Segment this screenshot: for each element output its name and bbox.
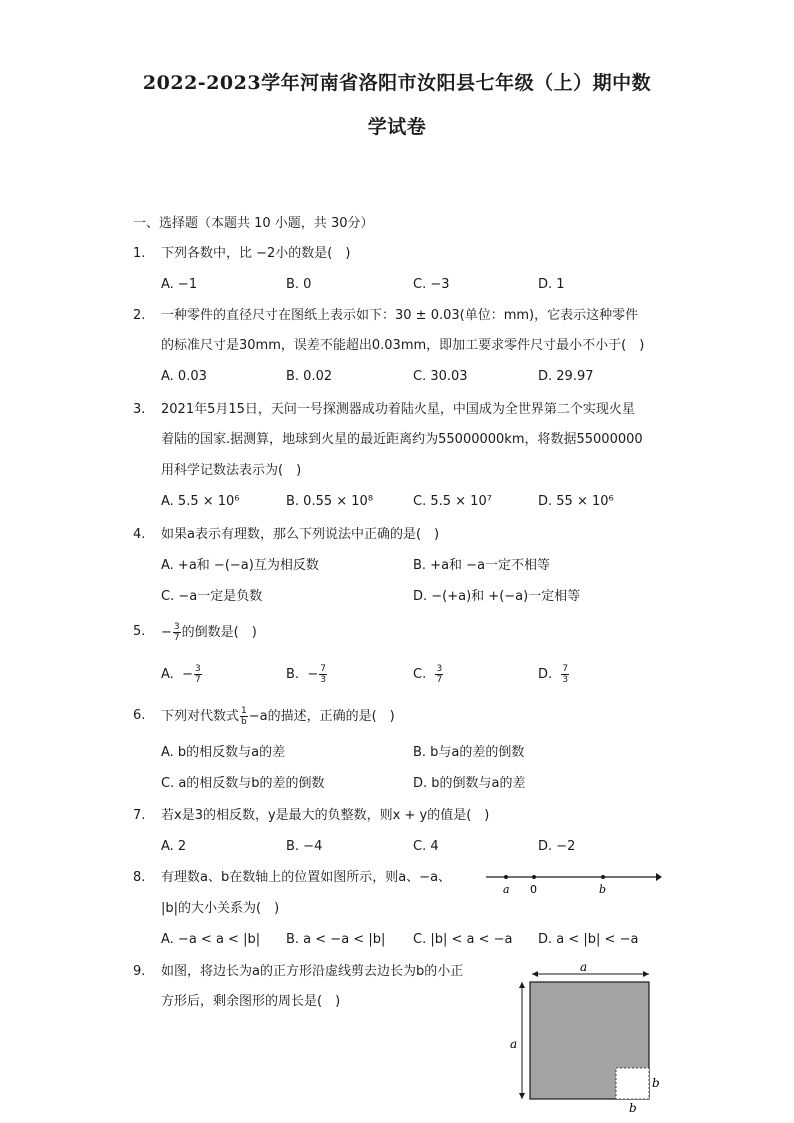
question-text-post: −a的描述，正确的是( )	[248, 709, 395, 724]
option-a[interactable]: A. +a和 −(−a)互为相反数	[161, 558, 319, 573]
question-9	[133, 962, 513, 1012]
option-sign: −	[307, 667, 319, 682]
question-number: 8.	[133, 870, 146, 885]
point-b	[601, 875, 605, 879]
option-a[interactable]: A. −1	[161, 277, 198, 292]
question-text-line2: |b|的大小关系为( )	[161, 901, 280, 916]
section-heading: 一、选择题（本题共 10 小题，共 30分）	[133, 216, 374, 231]
question-4	[133, 525, 673, 607]
number-line-arrow	[656, 873, 662, 881]
option-d[interactable]: D. 1	[538, 277, 565, 292]
top-arrow-left	[532, 971, 538, 977]
option-sign: −	[182, 667, 193, 682]
option-b[interactable]	[286, 664, 328, 685]
option-c[interactable]: C. 30.03	[413, 369, 468, 384]
option-c[interactable]: C. 4	[413, 839, 439, 854]
question-number: 5.	[133, 624, 146, 639]
question-number: 1.	[133, 246, 146, 261]
fraction-numerator: 1	[241, 706, 247, 716]
question-7	[133, 806, 673, 866]
small-square-cutout	[616, 1068, 649, 1099]
option-b[interactable]: B. 0.02	[286, 369, 333, 384]
fraction-numerator: 3	[436, 664, 443, 674]
fraction-denominator: 7	[194, 675, 201, 685]
left-label: a	[510, 1037, 518, 1051]
fraction-denominator: 7	[173, 633, 180, 643]
question-text-line3: 用科学记数法表示为( )	[161, 463, 302, 478]
option-label: C.	[413, 667, 427, 682]
fraction-denominator: 3	[320, 675, 326, 685]
question-number: 3.	[133, 402, 146, 417]
number-line-figure	[486, 866, 662, 898]
option-c[interactable]: C. −a一定是负数	[161, 589, 263, 604]
option-fraction	[319, 664, 327, 685]
question-3	[133, 400, 673, 512]
option-d[interactable]: D. b的倒数与a的差	[413, 776, 526, 791]
option-d[interactable]: D. 29.97	[538, 369, 594, 384]
option-c[interactable]: C. a的相反数与b的差的倒数	[161, 776, 325, 791]
question-text-line1: 2021年5月15日，天问一号探测器成功着陆火星，中国成为全世界第二个实现火星	[161, 402, 635, 417]
left-arrow-bottom	[519, 1093, 525, 1099]
question-text-line1: 有理数a、b在数轴上的位置如图所示，则a、−a、	[161, 870, 452, 885]
option-d[interactable]: D. −(+a)和 +(−a)一定相等	[413, 589, 581, 604]
question-text	[161, 622, 257, 643]
option-b[interactable]: B. b与a的差的倒数	[413, 745, 525, 760]
option-d[interactable]: D. 55 × 10⁶	[538, 494, 614, 509]
fraction	[173, 622, 181, 643]
question-text-line2: 的标准尺寸是30mm，误差不能超出0.03mm，即加工要求零件尺寸最小不小于( )	[161, 338, 645, 353]
fraction-numerator: 3	[194, 664, 201, 674]
question-text-tail: 的倒数是( )	[181, 625, 257, 640]
option-d[interactable]: D. −2	[538, 839, 576, 854]
fraction-numerator: 7	[562, 664, 569, 674]
option-a[interactable]: A. 2	[161, 839, 187, 854]
option-b[interactable]: B. 0	[286, 277, 312, 292]
option-b[interactable]: B. 0.55 × 10⁸	[286, 494, 374, 509]
exam-title-line1: 2022-2023学年河南省洛阳市汝阳县七年级（上）期中数	[142, 72, 652, 94]
square-figure	[506, 960, 666, 1120]
option-a[interactable]: A. 5.5 × 10⁶	[161, 494, 240, 509]
option-fraction	[561, 664, 569, 685]
question-number: 4.	[133, 527, 146, 542]
option-b[interactable]: B. a < −a < |b|	[286, 932, 386, 947]
option-label: A.	[161, 667, 174, 682]
option-fraction	[435, 664, 443, 685]
exam-title-line2: 学试卷	[367, 116, 427, 138]
question-number: 6.	[133, 708, 146, 723]
question-text: 若x是3的相反数，y是最大的负整数，则x + y的值是( )	[161, 808, 490, 823]
point-zero	[532, 875, 536, 879]
option-b[interactable]: B. −4	[286, 839, 323, 854]
question-text: 如果a表示有理数，那么下列说法中正确的是( )	[161, 527, 440, 542]
label-a: a	[503, 883, 510, 896]
question-text: 下列各数中，比 −2小的数是( )	[161, 246, 351, 261]
point-a	[504, 875, 508, 879]
question-1	[133, 244, 673, 304]
question-text-line1: 一种零件的直径尺寸在图纸上表示如下：30 ± 0.03(单位：mm)，它表示这种零件	[161, 308, 639, 323]
option-d[interactable]	[538, 664, 570, 685]
option-a[interactable]: A. −a < a < |b|	[161, 932, 261, 947]
option-c[interactable]: C. −3	[413, 277, 450, 292]
question-number: 9.	[133, 964, 146, 979]
top-arrow-right	[643, 971, 649, 977]
question-text-line2: 着陆的国家.据测算，地球到火星的最近距离约为55000000km，将数据55000000	[161, 432, 643, 447]
question-text	[161, 706, 395, 727]
fraction	[240, 706, 248, 727]
question-text-line1: 如图，将边长为a的正方形沿虚线剪去边长为b的小正	[161, 964, 464, 979]
question-text-line2: 方形后，剩余图形的周长是( )	[161, 994, 341, 1009]
fraction-numerator: 3	[173, 622, 180, 632]
question-text-pre: 下列对代数式	[161, 709, 240, 724]
label-b: b	[599, 883, 607, 896]
question-2	[133, 306, 673, 388]
option-a[interactable]: A. b的相反数与a的差	[161, 745, 286, 760]
option-a[interactable]	[161, 664, 203, 685]
top-label: a	[580, 960, 588, 974]
fraction-denominator: 3	[562, 675, 569, 685]
question-number: 7.	[133, 808, 146, 823]
option-c[interactable]: C. 5.5 × 10⁷	[413, 494, 492, 509]
option-a[interactable]: A. 0.03	[161, 369, 207, 384]
question-5	[133, 622, 673, 692]
left-arrow-top	[519, 982, 525, 988]
negative-sign: −	[161, 625, 172, 640]
fraction-denominator: 7	[436, 675, 443, 685]
option-label: B.	[286, 667, 300, 682]
fraction-denominator: b	[241, 717, 247, 727]
option-fraction	[194, 664, 202, 685]
fraction-numerator: 7	[320, 664, 326, 674]
question-6	[133, 706, 673, 796]
right-label: b	[652, 1076, 660, 1090]
label-zero: 0	[530, 883, 537, 896]
option-b[interactable]: B. +a和 −a一定不相等	[413, 558, 551, 573]
option-label: D.	[538, 667, 553, 682]
question-number: 2.	[133, 308, 146, 323]
option-d[interactable]: D. a < |b| < −a	[538, 932, 639, 947]
option-c[interactable]	[413, 664, 444, 685]
option-c[interactable]: C. |b| < a < −a	[413, 932, 513, 947]
bottom-label: b	[629, 1101, 637, 1115]
